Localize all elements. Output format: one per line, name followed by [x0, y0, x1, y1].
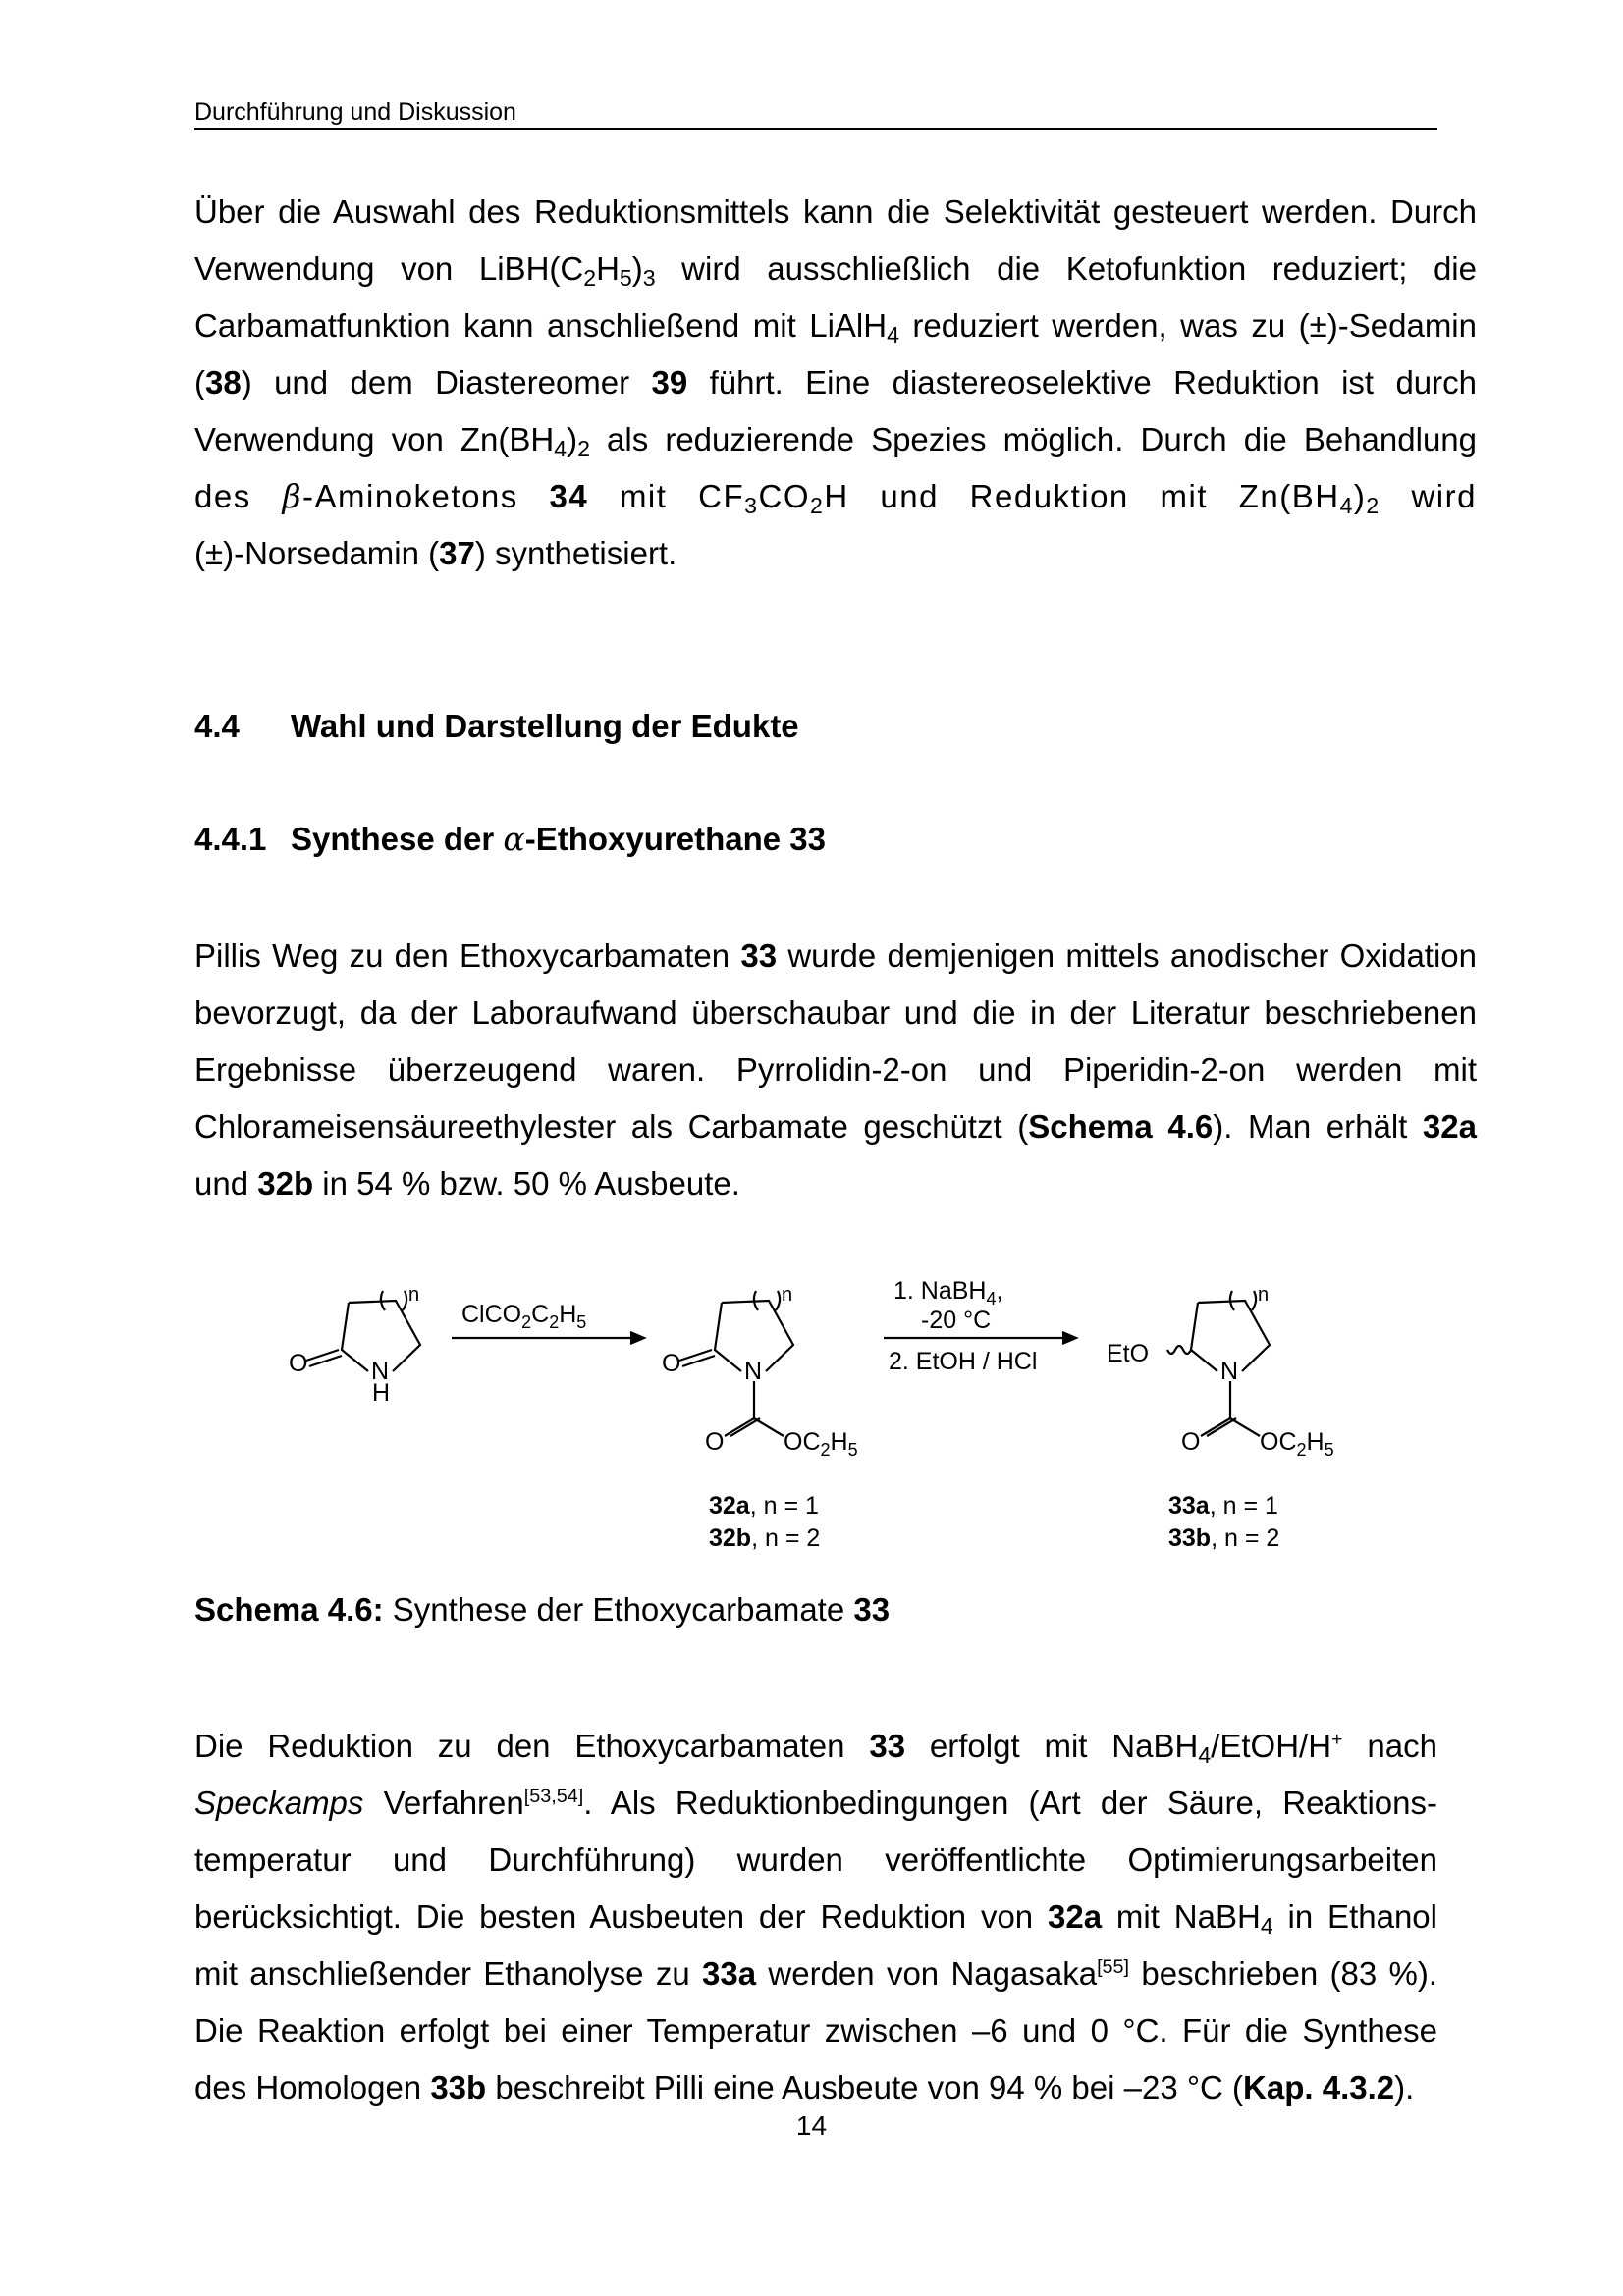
- reagent-label: $ClCO_2C_2H_5$: [461, 1301, 587, 1332]
- ester-label: $OC_2H_5$: [1260, 1428, 1334, 1460]
- scheme-caption: Schema 4.6: Synthese der Ethoxycarbamate 33: [194, 1591, 891, 1628]
- text-line: bevorzugt, da der Laboraufwand überschaubar und die in der Literatur beschriebenen: [194, 994, 1477, 1031]
- text-line: des Homologen 33b beschreibt Pilli eine Ausbeute von 94 % bei –23 °C (Kap. 4.3.2).: [194, 2069, 1415, 2106]
- ring-index: n: [408, 1284, 420, 1306]
- compound-label: 32a, n = 1: [709, 1492, 819, 1520]
- section-number: 4.4: [194, 708, 240, 744]
- text-line: berücksichtigt. Die besten Ausbeuten der Reduktion von 32a mit NaBH$_4$ in Ethanol: [194, 1898, 1437, 1939]
- ring-index: n: [782, 1284, 793, 1306]
- atom-label: H: [372, 1379, 391, 1407]
- text-line: (38) und dem Diastereomer 39 führt. Eine diastereoselektive Reduktion ist durch: [194, 364, 1477, 400]
- text-line: Ergebnisse überzeugend waren. Pyrrolidin-2-on und Piperidin-2-on werden mit: [194, 1051, 1477, 1088]
- atom-label: O: [1181, 1428, 1201, 1456]
- text-line: temperatur und Durchführung) wurden veröffentlichte Optimierungsarbeiten: [194, 1842, 1437, 1878]
- compound-label: 33a, n = 1: [1168, 1492, 1278, 1520]
- text-line: Über die Auswahl des Reduktionsmittels kann die Selektivität gesteuert werden. Durch: [194, 193, 1477, 230]
- text-line: und 32b in 54 % bzw. 50 % Ausbeute.: [194, 1165, 740, 1201]
- ethoxy-label: EtO: [1107, 1340, 1150, 1367]
- text-line: des β-Aminoketons 34 mit $CF_3CO_2H$ und Reduktion mit $Zn(BH_4)_2$ wird: [194, 477, 1477, 518]
- text-line: Verwendung von $LiBH(C_2H_5)_3$ wird ausschließlich die Ketofunktion reduziert; die: [194, 250, 1477, 291]
- step1-label: 1. NaBH$_4$,: [893, 1277, 1003, 1308]
- text-line: Carbamatfunktion kann anschließend mit LiAlH$_4$ reduziert werden, was zu (±)-Sedamin: [194, 307, 1477, 347]
- carbamate-structure: [679, 1291, 793, 1436]
- atom-label: N: [371, 1358, 390, 1385]
- ester-label: $OC_2H_5$: [784, 1428, 858, 1460]
- text-line: Pillis Weg zu den Ethoxycarbamaten 33 wurde demjenigen mittels anodischer Oxidation: [194, 937, 1478, 974]
- text-line: Chlorameisensäureethylester als Carbamate geschützt (Schema 4.6). Man erhält 32a: [194, 1108, 1477, 1145]
- compound-label: 32b, n = 2: [709, 1524, 821, 1552]
- subsection-heading: 4.4.1 Synthese der α-Ethoxyurethane 33: [194, 820, 826, 858]
- text-line: Verwendung von $Zn(BH_4)_2$ als reduzierende Spezies möglich. Durch die Behandlung: [194, 421, 1477, 461]
- reaction-scheme: [285, 1271, 1335, 1566]
- paragraph-1: [194, 184, 1477, 582]
- page-number: 14: [795, 2110, 828, 2141]
- atom-label: O: [662, 1350, 681, 1377]
- running-header: Durchführung und Diskussion: [194, 96, 1437, 130]
- subsection-number: 4.4.1: [194, 821, 267, 857]
- step2-label: 2. EtOH / HCl: [889, 1348, 1038, 1375]
- atom-label: O: [705, 1428, 725, 1456]
- paragraph-2: [194, 928, 1477, 1212]
- lactam-structure: [306, 1291, 420, 1371]
- text-line: (±)-Norsedamin (37) synthetisiert.: [194, 535, 677, 571]
- ethoxycarbamate-structure: [1167, 1291, 1270, 1436]
- atom-label: N: [744, 1358, 763, 1385]
- paragraph-3: [194, 1718, 1437, 2116]
- step1-temp: -20 °C: [921, 1307, 992, 1334]
- compound-label: 33b, n = 2: [1168, 1524, 1280, 1552]
- ring-index: n: [1258, 1284, 1270, 1306]
- text-line: mit anschließender Ethanolyse zu 33a werden von Nagasaka[55] beschrieben (83 %).: [194, 1955, 1437, 1992]
- text-line: Die Reduktion zu den Ethoxycarbamaten 33 erfolgt mit NaBH$_4$/EtOH/H+ nach: [194, 1728, 1437, 1768]
- text-line: Die Reaktion erfolgt bei einer Temperatur zwischen –6 und 0 °C. Für die Synthese: [194, 2012, 1437, 2049]
- atom-label: O: [289, 1350, 308, 1377]
- text-line: Speckamps Verfahren[53,54]. Als Reduktionbedingungen (Art der Säure, Reaktions-: [194, 1785, 1437, 1821]
- atom-label: N: [1220, 1358, 1239, 1385]
- section-title: Wahl und Darstellung der Edukte: [291, 708, 799, 744]
- section-heading: [194, 707, 799, 746]
